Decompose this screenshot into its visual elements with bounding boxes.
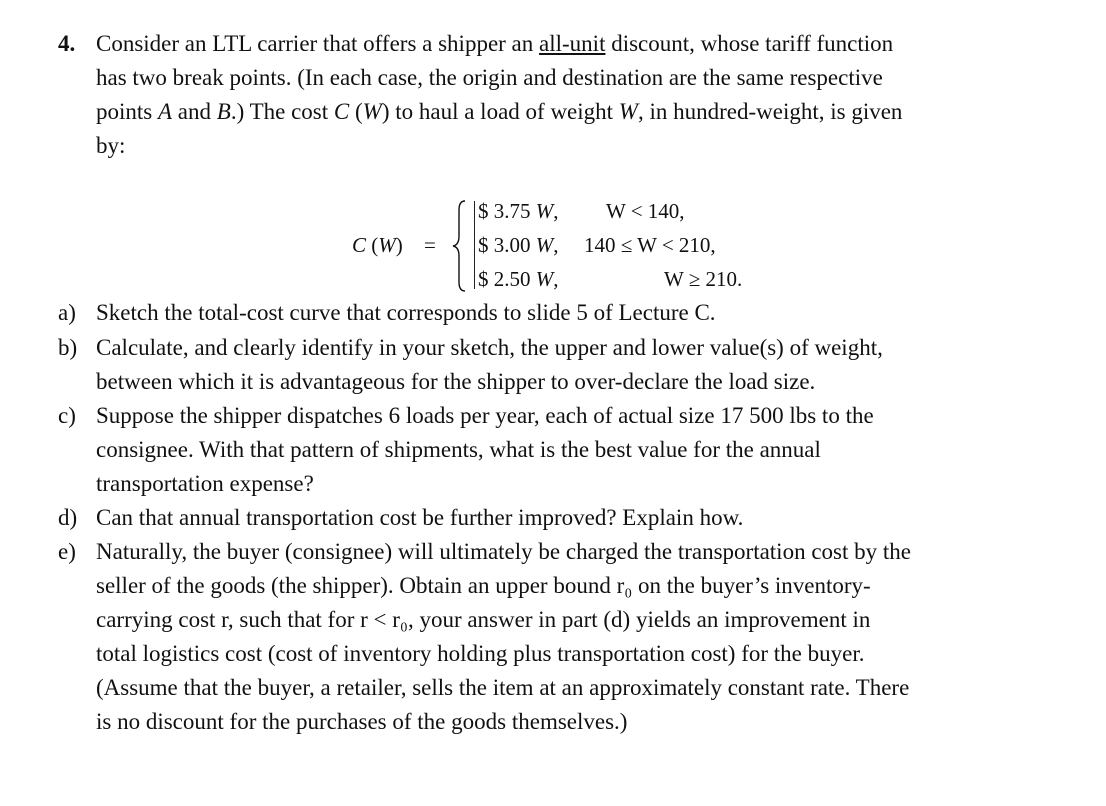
- part-c-line-3: transportation expense?: [96, 471, 314, 496]
- part-b-line-2: between which it is advantageous for the shipper to over-declare the load size.: [96, 369, 816, 394]
- part-d-label: d): [58, 505, 78, 530]
- part-b-label: b): [58, 335, 78, 360]
- case-2-condition: 140 ≤ W < 210,: [584, 233, 716, 257]
- part-b-line-1: Calculate, and clearly identify in your sketch, the upper and lower value(s) of weight,: [96, 335, 883, 360]
- part-c-line-2: consignee. With that pattern of shipments, what is the best value for the annual: [96, 437, 821, 462]
- part-a-label: a): [58, 300, 76, 325]
- part-e-line-6: is no discount for the purchases of the goods themselves.): [96, 709, 628, 734]
- case-1-cost: $ 3.75 W,: [478, 199, 559, 223]
- problem-number: 4.: [58, 31, 76, 56]
- intro-line-1: Consider an LTL carrier that offers a shipper an all-unit discount, whose tariff function: [96, 31, 894, 56]
- part-e-line-3: carrying cost r, such that for r < r₀, your answer in part (d) yields an improvement in: [96, 607, 871, 632]
- formula-lhs: C (W): [352, 233, 403, 257]
- part-e-line-5: (Assume that the buyer, a retailer, sells the item at an approximately constant rate. There: [96, 675, 910, 700]
- part-e-line-4: total logistics cost (cost of inventory holding plus transportation cost) for the buyer.: [96, 641, 865, 666]
- part-e-label: e): [58, 539, 76, 564]
- intro-line-2: has two break points. (In each case, the origin and destination are the same respective: [96, 65, 883, 90]
- intro-line-3: points A and B.) The cost C (W) to haul a load of weight W, in hundred-weight, is given: [96, 99, 903, 124]
- part-d-line-1: Can that annual transportation cost be further improved? Explain how.: [96, 505, 744, 530]
- case-2-cost: $ 3.00 W,: [478, 233, 559, 257]
- part-e-line-1: Naturally, the buyer (consignee) will ultimately be charged the transportation cost by the: [96, 539, 911, 564]
- part-e-line-2: seller of the goods (the shipper). Obtain an upper bound r₀ on the buyer’s inventory-: [96, 573, 871, 598]
- intro-line-4: by:: [96, 133, 126, 158]
- part-c-label: c): [58, 403, 76, 428]
- formula-equals: =: [424, 233, 436, 257]
- case-1-condition: W < 140,: [606, 199, 685, 223]
- all-unit-term: all-unit: [539, 31, 606, 56]
- case-3-condition: W ≥ 210.: [664, 267, 743, 291]
- formula-bar: [474, 201, 475, 289]
- part-c-line-1: Suppose the shipper dispatches 6 loads per year, each of actual size 17 500 lbs to the: [96, 403, 874, 428]
- formula-brace: [450, 198, 472, 294]
- part-a-line-1: Sketch the total-cost curve that corresponds to slide 5 of Lecture C.: [96, 300, 716, 325]
- case-3-cost: $ 2.50 W,: [478, 267, 559, 291]
